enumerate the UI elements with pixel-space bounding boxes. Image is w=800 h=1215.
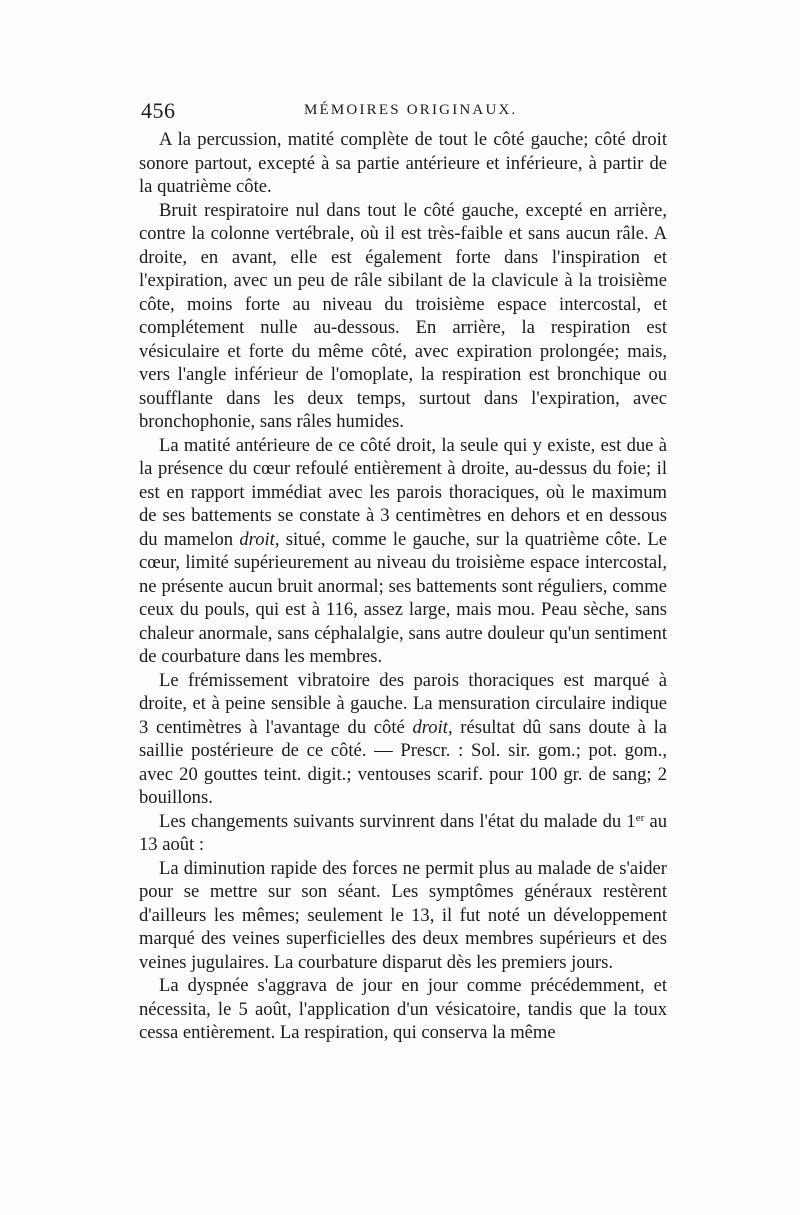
- body-text: [139, 128, 667, 1045]
- running-head: MÉMOIRES ORIGINAUX.: [304, 102, 518, 118]
- text-segment: , situé, comme le gauche, sur la quatrième côte. Le cœur, limité supérieurement au niveau du troisième espace intercostal, ne présente aucun bruit anormal; ses battements sont réguliers, comme ceux du pouls, qui est à 116, assez large, mais mou. Peau sèche, sans chaleur anormale, sans céphalalgie, sans autre douleur qu'un sentiment de courbature dans les membres.: [139, 528, 667, 667]
- paragraph: [139, 199, 667, 434]
- text-segment: au 13 août :: [139, 810, 667, 855]
- paragraph: [139, 434, 667, 669]
- paragraph: [139, 857, 667, 975]
- text-segment: A la percussion, matité complète de tout le côté gauche; côté droit sonore partout, excepté à sa partie antérieure et inférieure, à partir de la quatrième côte.: [139, 129, 667, 197]
- italic-word: droit: [412, 716, 448, 738]
- text-segment: La dyspnée s'aggrava de jour en jour comme précédemment, et nécessita, le 5 août, l'application d'un vésicatoire, tandis que la toux cessa entièrement. La respiration, qui conserva la même: [139, 975, 667, 1043]
- text-segment: Le frémissement vibratoire des parois thoraciques est marqué à droite, et à peine sensible à gauche. La mensuration circulaire indique 3 centimètres à l'avantage du côté: [139, 669, 667, 738]
- text-segment: La diminution rapide des forces ne permit plus au malade de s'aider pour se mettre sur son séant. Les symptômes généraux restèrent d'ailleurs les mêmes; seulement le 13, il fut noté un développement marqué des veines superficielles des deux membres supérieurs et des veines jugulaires. La courbature disparut dès les premiers jours.: [139, 857, 667, 973]
- italic-word: droit: [239, 528, 275, 550]
- text-segment: , résultat dû sans doute à la saillie postérieure de ce côté. — Prescr. : Sol. sir. gom.; pot. gom., avec 20 gouttes teint. digit.; ventouses scarif. pour 100 gr. de sang; 2 bouillons.: [139, 716, 667, 808]
- paragraph: [139, 128, 667, 199]
- text-segment: La matité antérieure de ce côté droit, la seule qui y existe, est due à la présence du cœur refoulé entièrement à droite, au-dessus du foie; il est en rapport immédiat avec les parois thoraciques, où le maximum de ses battements se constate à 3 centimètres en dehors et en dessous du mamelon: [139, 434, 667, 550]
- text-segment: Les changements suivants survinrent dans l'état du malade du 1: [159, 810, 636, 832]
- paragraph: [139, 669, 667, 810]
- paragraph: [139, 810, 667, 857]
- text-segment: Bruit respiratoire nul dans tout le côté gauche, excepté en arrière, contre la colonne vertébrale, où il est très-faible et sans aucun râle. A droite, en avant, elle est également forte dans l'inspiration et l'expiration, avec un peu de râle sibilant de la clavicule à la troisième côte, moins forte au niveau du troisième espace intercostal, et complétement nulle au-dessous. En arrière, la respiration est vésiculaire et forte du même côté, avec expiration prolongée; mais, vers l'angle inférieur de l'omoplate, la respiration est bronchique ou soufflante dans les deux temps, surtout dans l'expiration, avec bronchophonie, sans râles humides.: [139, 199, 667, 432]
- page-header: [141, 98, 665, 128]
- superscript: er: [635, 811, 645, 824]
- page-number: 456: [141, 98, 176, 123]
- paragraph: [139, 974, 667, 1045]
